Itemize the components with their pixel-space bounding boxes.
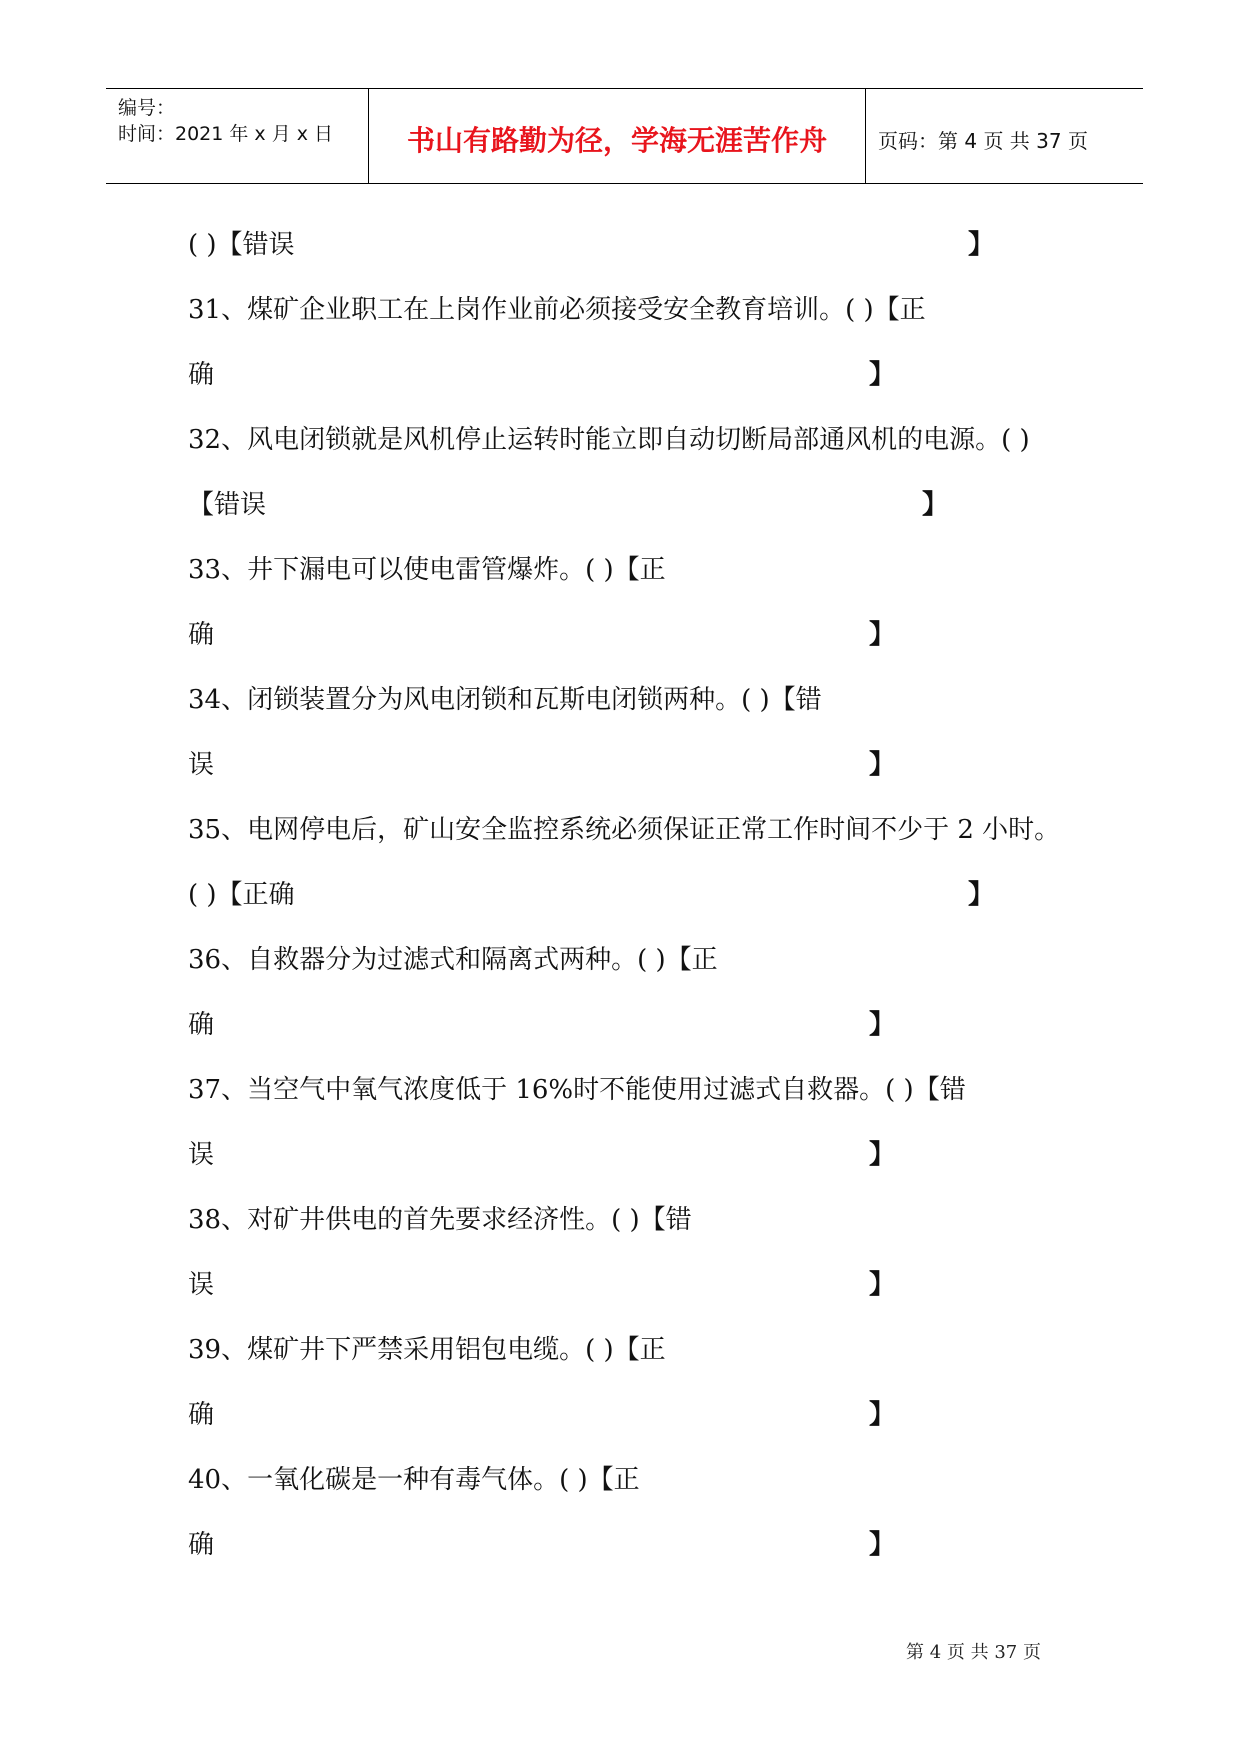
- close-bracket: 】: [968, 230, 995, 260]
- question-33: 33、井下漏电可以使电雷管爆炸。( )【正: [188, 555, 666, 585]
- text-line: 确: [188, 1400, 215, 1430]
- question-40: 40、一氧化碳是一种有毒气体。( )【正: [188, 1465, 640, 1495]
- close-bracket: 】: [869, 1530, 896, 1560]
- question-38: 38、对矿井供电的首先要求经济性。( )【错: [188, 1205, 692, 1235]
- question-37: 37、当空气中氧气浓度低于 16%时不能使用过滤式自救器。( )【错: [188, 1075, 966, 1105]
- header-meta-cell: [106, 89, 368, 183]
- text-line: ( )【错误: [188, 230, 295, 260]
- close-bracket: 】: [968, 880, 995, 910]
- text-line: 误: [188, 1270, 215, 1300]
- text-line: 误: [188, 750, 215, 780]
- text-line: 确: [188, 1010, 215, 1040]
- text-line: 确: [188, 620, 215, 650]
- close-bracket: 】: [869, 1140, 896, 1170]
- close-bracket: 】: [869, 750, 896, 780]
- header-motto-cell: [368, 89, 866, 183]
- question-32: 32、风电闭锁就是风机停止运转时能立即自动切断局部通风机的电源。( ): [188, 425, 1030, 455]
- header-page-cell: [864, 89, 1143, 183]
- question-34: 34、闭锁装置分为风电闭锁和瓦斯电闭锁两种。( )【错: [188, 685, 822, 715]
- document-number-label: 编号：: [118, 97, 176, 119]
- question-31: 31、煤矿企业职工在上岗作业前必须接受安全教育培训。( )【正: [188, 295, 926, 325]
- page-header: [106, 88, 1143, 184]
- close-bracket: 】: [869, 1010, 896, 1040]
- text-line: 确: [188, 360, 215, 390]
- question-39: 39、煤矿井下严禁采用铝包电缆。( )【正: [188, 1335, 666, 1365]
- text-line: 误: [188, 1140, 215, 1170]
- close-bracket: 】: [922, 490, 949, 520]
- header-page-code: 页码：第 4 页 共 37 页: [878, 129, 1088, 153]
- close-bracket: 】: [869, 360, 896, 390]
- close-bracket: 】: [869, 620, 896, 650]
- page-footer: 第 4 页 共 37 页: [906, 1642, 1041, 1663]
- document-date-label: 时间：2021 年 x 月 x 日: [118, 123, 334, 145]
- close-bracket: 】: [869, 1400, 896, 1430]
- question-35: 35、电网停电后，矿山安全监控系统必须保证正常工作时间不少于 2 小时。: [188, 815, 1061, 845]
- header-motto: 书山有路勤为径，学海无涯苦作舟: [406, 124, 827, 157]
- text-line: 确: [188, 1530, 215, 1560]
- text-line: 【错误: [188, 490, 267, 520]
- close-bracket: 】: [869, 1270, 896, 1300]
- question-36: 36、自救器分为过滤式和隔离式两种。( )【正: [188, 945, 718, 975]
- text-line: ( )【正确: [188, 880, 295, 910]
